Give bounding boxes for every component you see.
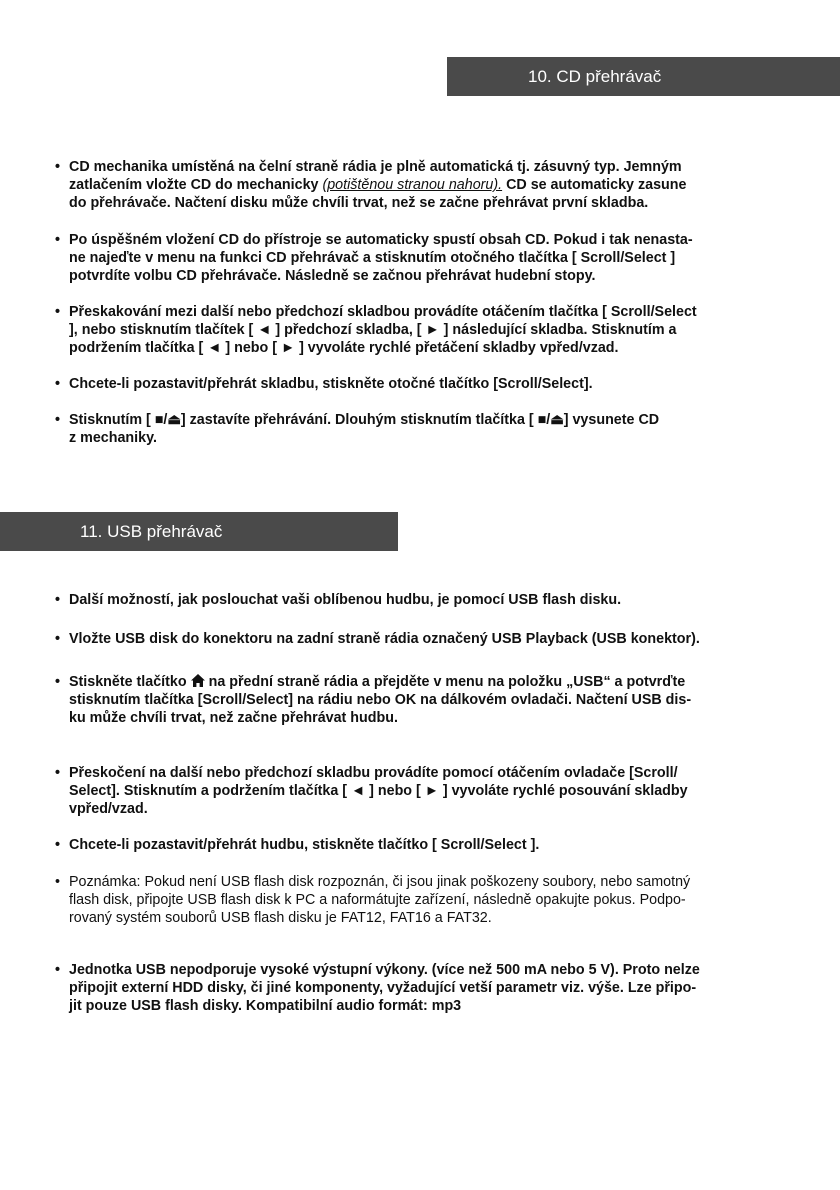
cd-item-stop-eject: • Stisknutím [ ■/⏏] zastavíte přehrávání. Dlouhým stisknutím tlačítka [ ■/⏏] vysunete CD z mechaniky. [55,412,660,446]
usb-item-power-limit: • Jednotka USB nepodporuje vysoké výstupní výkony. (více než 500 mA nebo 5 V). Proto nelze připojit externí HDD disky, či jiné komponenty, vyžadující vetší parametr viz. výše. Lze připo- jit pouze USB flash disky. Kompatibilní audio formát: mp3 [55,962,700,1014]
section-title-cd: 10. CD přehrávač [447,57,840,96]
bullet: • [55,159,61,175]
bullet: • [55,304,61,320]
bullet: • [55,962,61,978]
usb-item-skip: • Přeskočení na další nebo předchozí skladbu provádíte pomocí otáčením ovladače [Scroll/ Select]. Stisknutím a podržením tlačítka [ ◄ ] nebo [ ► ] vyvoláte rychlé posouvání skladby vpřed/vzad. [55,765,688,817]
bullet: • [55,232,61,248]
section-title-usb: 11. USB přehrávač [0,512,398,551]
usb-item-note: • Poznámka: Pokud není USB flash disk rozpoznán, či jsou jinak poškozeny soubory, nebo samotný flash disk, připojte USB flash disk k PC a naformátujte zařízení, následně opakujte pokus. Podpo- rovaný systém souborů USB flash disku je FAT12, FAT16 a FAT32. [55,874,691,926]
home-icon [191,674,205,687]
usb-item-select: • Stiskněte tlačítko na přední straně rádia a přejděte v menu na položku „USB“ a potvrďte stisknutím tlačítka [Scroll/Select] na rádiu nebo OK na dálkovém ovladači. Načtení USB dis- ku může chvíli trvat, než začne přehrávat hudbu. [55,674,692,726]
bullet: • [55,376,61,392]
usb-item-pause: • Chcete-li pozastavit/přehrát hudbu, stiskněte tlačítko [ Scroll/Select ]. [55,837,540,853]
printed-side-up-note: (potištěnou stranou nahoru). [322,177,503,193]
bullet: • [55,765,61,781]
cd-item-insert-line3: do přehrávače. Načtení disku může chvíli trvat, než se začne přehrávat první skladba. [69,195,649,211]
usb-item-intro: • Další možností, jak poslouchat vaši oblíbenou hudbu, je pomocí USB flash disku. [55,592,622,608]
bullet: • [55,874,61,890]
bullet: • [55,592,61,608]
cd-item-insert-line2: zatlačením vložte CD do mechanicky (potištěnou stranou nahoru). CD se automaticky zasune [69,177,687,193]
cd-item-skip: • Přeskakování mezi další nebo předchozí skladbou provádíte otáčením tlačítka [ Scroll/Select ], nebo stisknutím tlačítek [ ◄ ] předchozí skladba, [ ► ] následující skladba. Stisknutím a podržením tlačítka [ ◄ ] nebo [ ► ] vyvoláte rychlé přetáčení skladby vpřed/vzad. [55,304,697,356]
bullet: • [55,674,61,690]
bullet: • [55,412,61,428]
bullet: • [55,631,61,647]
usb-item-connect: • Vložte USB disk do konektoru na zadní straně rádia označený USB Playback (USB konektor). [55,631,700,647]
bullet: • [55,837,61,853]
cd-item-insert-line1: CD mechanika umístěná na čelní straně rádia je plně automatická tj. zásuvný typ. Jemným [69,159,682,175]
cd-item-autoplay: • Po úspěšném vložení CD do přístroje se automaticky spustí obsah CD. Pokud i tak nenasta- ne najeďte v menu na funkci CD přehrávač a stisknutím otočného tlačítka [ Scroll/Select ] potvrdíte volbu CD přehrávače. Následně se začnou přehrávat hudební stopy. [55,232,693,284]
cd-item-insert [55,158,785,212]
cd-item-pause: • Chcete-li pozastavit/přehrát skladbu, stiskněte otočné tlačítko [Scroll/Select]. [55,376,593,392]
